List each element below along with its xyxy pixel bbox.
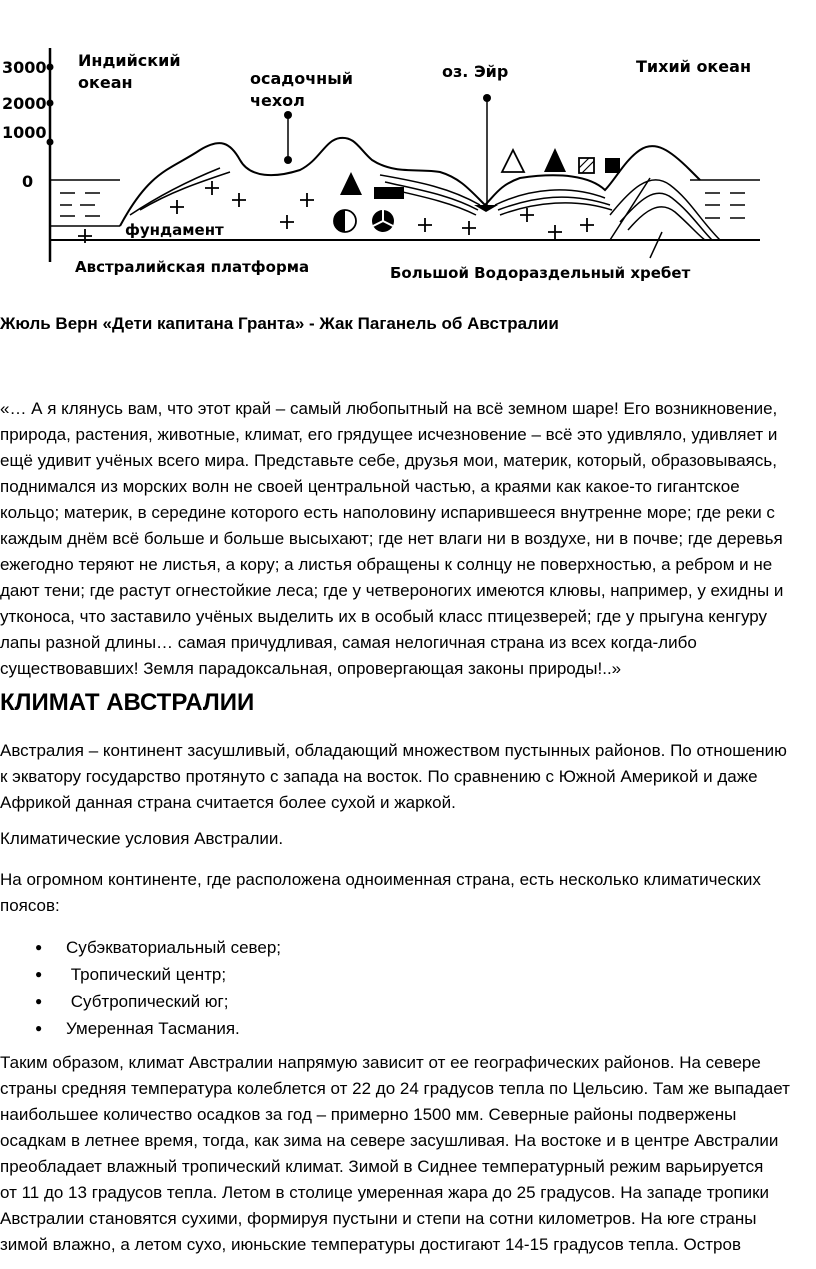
section-heading: КЛИМАТ АВСТРАЛИИ [0,689,255,716]
sediment-label-1: осадочный [250,69,353,88]
tick-1000: 1000 [2,123,47,142]
list-item: ● Тропический центр; [0,961,281,988]
divide-pointer [650,232,662,258]
climate-paragraph: Таким образом, климат Австралии напрямую зависит от ее географических районов. На севере страны средняя температура колеблется от 22 до 24 градусов тепла по Цельсию. Там же выпадает наибольшее количество осадков за год – примерно 1500 мм. Северные районы подвержены осадкам в летнее время, тогда, как зима на севере засушливая. На востоке и в центре Австралии преобладает влажный тропический климат. Зимой в Сиднее температурный режим варьируется от 11 до 13 градусов тепла. Летом в столице умеренная жара до 25 градусов. На западе тропики Австралии становятся сухими, формируя пустыни и степи на сотни километров. На юге страны зимой влажно, а летом сухо, июньские температуры достигают 14-15 градусов тепла. Остров [0,1053,790,1254]
list-item: ● Умеренная Тасмания. [0,1015,281,1042]
filled-triangle-icon [544,148,566,172]
pacific-label: Тихий океан [636,57,751,76]
lake-pointer-head [483,94,491,102]
filled-square-icon [605,158,620,173]
subtitle: Жюль Верн «Дети капитана Гранта» - Жак Паганель об Австралии [0,314,559,333]
list-item: ● Субтропический юг; [0,988,281,1015]
tick-0: 0 [22,172,34,191]
iron-ore-icon [374,187,404,199]
australia-profile-diagram [0,0,816,290]
indian-ocean-label-1: Индийский [78,51,181,70]
eyre-depression [474,205,498,212]
fault-line [610,178,650,240]
climate-conditions-line: Климатические условия Австралии. [0,829,284,848]
intro-paragraph: Австралия – континент засушливый, обладающий множеством пустынных районов. По отношению к экватору государство протянуто с запада на восток. По сравнению с Южной Америкой и даже Африкой данная страна считается более сухой и жаркой. [0,741,787,812]
tick-2000: 2000 [2,94,47,113]
zones-intro-paragraph: На огромном континенте, где расположена одноименная страна, есть несколько климатических поясов: [0,870,761,915]
coal-triangle-icon [340,172,362,195]
tick-3000-dot [47,64,54,71]
lake-eyre-label: оз. Эйр [442,62,509,81]
half-circle-fill [334,210,345,232]
tick-2000-dot [47,100,54,107]
platform-label: Австралийская платформа [75,258,310,276]
sediment-pointer-head [284,111,292,119]
outline-triangle-icon [502,150,524,172]
list-item: ● Субэкваториальный север; [0,934,281,961]
sediment-layer-1 [130,168,605,215]
tick-3000: 3000 [2,58,47,77]
divide-label: Большой Водораздельный хребет [390,264,691,282]
indian-ocean-label-2: океан [78,73,133,92]
foundation-label: фундамент [125,221,224,239]
document-body [0,312,816,1254]
tick-1000-dot [47,139,54,146]
sediment-pointer-base [284,156,292,164]
terrain-surface [120,138,700,226]
climate-zones-list [0,934,281,1042]
fold-layers [610,180,720,240]
quote-paragraph: «… А я клянусь вам, что этот край – самый любопытный на всё земном шаре! Его возникновение, природа, растения, животные, климат, его грядущее исчезновение – всё это удивляло, удивляет и ещё удивит учёных всего мира. Представьте себе, друзья мои, материк, который, образовываясь, поднимался из морских волн не своей центральной частью, а краями как какое-то гигантское кольцо; материк, в середине которого есть наполовину испарившееся внутренне море; где реки с каждым днём всё больше и больше высыхают; где нет влаги ни в воздухе, ни в почве; где деревья ежегодно теряют не листья, а кору; а листья обращены к солнцу не поверхностью, а ребром и не дают тени; где растут огнестойкие леса; где у четвероногих имеются клювы, например, у ехидны и утконоса, что заставило учёных выделить их в особый класс птицезверей; где у прыгуна кенгуру лапы разной длины… самая причудливая, самая нелогичная страна из всех когда-либо существовавших! Земля парадоксальная, опровергающая законы природы!..» [0,399,784,678]
sediment-label-2: чехол [250,91,305,110]
